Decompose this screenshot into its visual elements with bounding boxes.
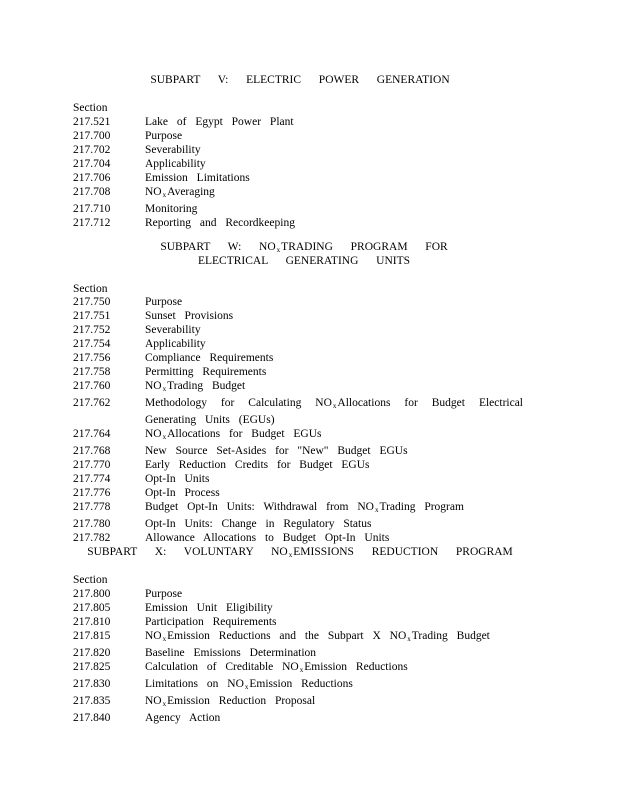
toc-entry — [73, 202, 523, 216]
section-title — [145, 694, 523, 711]
section-number: 217.770 — [73, 459, 111, 471]
title-text: Emission Reductions — [249, 678, 353, 690]
title-text: NO — [145, 186, 162, 198]
title-text: NO — [145, 428, 162, 440]
toc-entry — [73, 500, 523, 517]
section-title — [145, 660, 523, 677]
toc-entry — [73, 143, 523, 157]
section-number: 217.840 — [73, 712, 111, 724]
toc-entry — [73, 615, 523, 629]
section-number: 217.706 — [73, 172, 111, 184]
section-title: Purpose — [145, 130, 183, 142]
section-title: Baseline Emissions Determination — [145, 647, 317, 659]
section-title: Applicability — [145, 158, 206, 170]
subscript: x — [162, 191, 167, 199]
section-title — [145, 427, 523, 444]
subscript: x — [162, 433, 167, 441]
section-title: Monitoring — [145, 203, 198, 215]
title-text: Trading Budget — [167, 380, 246, 392]
title-text: NO — [145, 630, 162, 642]
section-number: 217.780 — [73, 518, 111, 530]
section-number: 217.835 — [73, 695, 111, 707]
subscript: x — [162, 385, 167, 393]
subpart-w-toc — [73, 295, 523, 545]
section-title: Early Reduction Credits for Budget EGUs — [145, 459, 370, 471]
section-title: Purpose — [145, 588, 183, 600]
section-number: 217.710 — [73, 203, 111, 215]
heading-text: EMISSIONS REDUCTION PROGRAM — [293, 546, 513, 558]
section-number: 217.815 — [73, 630, 111, 642]
toc-entry — [73, 427, 523, 444]
section-title: Severability — [145, 144, 201, 156]
section-title: Opt-In Process — [145, 487, 220, 499]
section-title: Opt-In Units — [145, 473, 210, 485]
toc-entry — [73, 379, 523, 396]
subpart-w-heading-line2: ELECTRICAL GENERATING UNITS — [197, 255, 411, 267]
toc-entry — [73, 115, 523, 129]
title-text: Limitations on NO — [145, 678, 244, 690]
title-text: Trading Budget — [411, 630, 490, 642]
toc-entry — [73, 517, 523, 531]
subscript: x — [276, 246, 281, 254]
section-title: Emission Limitations — [145, 172, 250, 184]
subscript: x — [332, 402, 337, 410]
section-number: 217.768 — [73, 445, 111, 457]
section-number: 217.752 — [73, 324, 111, 336]
title-text: Methodology for Calculating NO — [145, 397, 332, 409]
title-text: Budget Opt-In Units: Withdrawal from NO — [145, 501, 374, 513]
toc-entry — [73, 601, 523, 615]
section-title — [145, 379, 523, 396]
section-number: 217.700 — [73, 130, 111, 142]
toc-entry — [73, 323, 523, 337]
toc-entry — [73, 396, 523, 427]
subscript: x — [407, 635, 411, 643]
title-text: Emission Reductions — [304, 661, 408, 673]
toc-entry — [73, 587, 523, 601]
toc-entry — [73, 157, 523, 171]
subpart-v-heading: SUBPART V: ELECTRIC POWER GENERATION — [150, 74, 450, 86]
section-number: 217.760 — [73, 380, 111, 392]
section-number: 217.778 — [73, 501, 111, 513]
toc-entry — [73, 677, 523, 694]
subscript: x — [374, 506, 379, 514]
section-title: Reporting and Recordkeeping — [145, 217, 295, 229]
heading-text: SUBPART X: VOLUNTARY NO — [87, 546, 288, 558]
subpart-x-toc — [73, 587, 523, 725]
section-number: 217.825 — [73, 661, 111, 673]
section-title: Opt-In Units: Change in Regulatory Status — [145, 518, 372, 530]
subscript: x — [288, 551, 293, 559]
section-number: 217.521 — [73, 116, 111, 128]
section-label: Section — [73, 283, 108, 295]
title-text: Emission Reduction Proposal — [167, 695, 316, 707]
title-text: Trading Program — [379, 501, 464, 513]
section-number: 217.758 — [73, 366, 111, 378]
toc-entry — [73, 295, 523, 309]
title-text: Calculation of Creditable NO — [145, 661, 299, 673]
section-title: Permitting Requirements — [145, 366, 267, 378]
section-title: Allowance Allocations to Budget Opt-In Units — [145, 532, 390, 544]
subscript: x — [299, 666, 304, 674]
section-number: 217.800 — [73, 588, 111, 600]
title-text: Averaging — [167, 186, 215, 198]
toc-entry — [73, 309, 523, 323]
toc-entry — [73, 216, 523, 230]
title-text: NO — [145, 380, 162, 392]
subscript: x — [244, 683, 249, 691]
title-text: NO — [145, 695, 162, 707]
section-title — [145, 185, 523, 202]
section-title: Sunset Provisions — [145, 310, 234, 322]
section-title: Compliance Requirements — [145, 352, 274, 364]
heading-text: SUBPART W: NO — [160, 241, 276, 253]
section-title: Severability — [145, 324, 201, 336]
toc-entry — [73, 351, 523, 365]
section-title: Participation Requirements — [145, 616, 277, 628]
section-number: 217.830 — [73, 678, 111, 690]
toc-entry — [73, 365, 523, 379]
title-text: Emission Reductions and the Subpart X NO — [167, 630, 407, 642]
section-number: 217.810 — [73, 616, 111, 628]
section-number: 217.762 — [73, 397, 111, 409]
section-number: 217.764 — [73, 428, 111, 440]
toc-entry — [73, 660, 523, 677]
section-label: Section — [73, 574, 108, 586]
section-title — [145, 629, 523, 646]
section-number: 217.708 — [73, 186, 111, 198]
toc-entry — [73, 629, 523, 646]
section-number: 217.756 — [73, 352, 111, 364]
subpart-v-toc — [73, 115, 523, 230]
toc-entry — [73, 171, 523, 185]
section-title — [145, 396, 523, 427]
toc-entry — [73, 444, 523, 458]
heading-text: TRADING PROGRAM FOR — [281, 241, 448, 253]
section-number: 217.712 — [73, 217, 111, 229]
toc-entry — [73, 458, 523, 472]
section-number: 217.704 — [73, 158, 111, 170]
section-title: Purpose — [145, 296, 183, 308]
toc-entry — [73, 185, 523, 202]
section-title: New Source Set-Asides for "New" Budget EGUs — [145, 445, 408, 457]
section-number: 217.754 — [73, 338, 111, 350]
section-number: 217.820 — [73, 647, 111, 659]
section-title: Agency Action — [145, 712, 221, 724]
section-title: Applicability — [145, 338, 206, 350]
section-title: Lake of Egypt Power Plant — [145, 116, 294, 128]
toc-entry — [73, 646, 523, 660]
section-number: 217.774 — [73, 473, 111, 485]
toc-entry — [73, 711, 523, 725]
toc-entry — [73, 472, 523, 486]
toc-entry — [73, 694, 523, 711]
toc-entry — [73, 337, 523, 351]
toc-entry — [73, 129, 523, 143]
section-number: 217.750 — [73, 296, 111, 308]
title-text: Allocations for Budget EGUs — [167, 428, 322, 440]
section-number: 217.702 — [73, 144, 111, 156]
section-number: 217.805 — [73, 602, 111, 614]
subscript: x — [162, 635, 167, 643]
section-label: Section — [73, 102, 108, 114]
toc-entry — [73, 531, 523, 545]
section-number: 217.782 — [73, 532, 111, 544]
title-text: Allocations for Budget Electrical Generating Units (EGUs) — [145, 397, 523, 426]
section-title: Emission Unit Eligibility — [145, 602, 273, 614]
subscript: x — [162, 700, 167, 708]
subpart-x-heading — [0, 545, 600, 562]
toc-entry — [73, 486, 523, 500]
section-number: 217.776 — [73, 487, 111, 499]
section-title — [145, 677, 523, 694]
section-number: 217.751 — [73, 310, 111, 322]
section-title — [145, 500, 523, 517]
